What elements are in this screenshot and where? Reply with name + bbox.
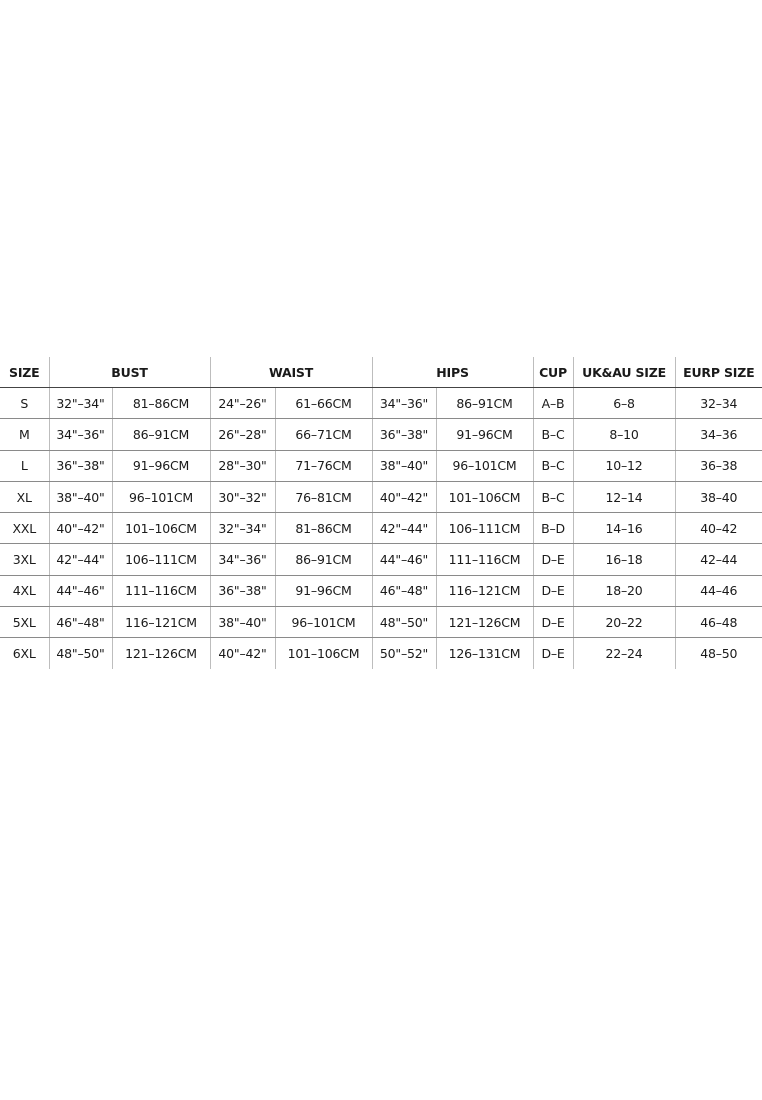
cell-uk-au-size: 12–14 (573, 481, 675, 512)
cell-hips-cm: 86–91CM (436, 388, 533, 419)
cell-hips-inches: 34"–36" (372, 388, 436, 419)
cell-hips-inches: 36"–38" (372, 419, 436, 450)
cell-bust-inches: 42"–44" (49, 544, 112, 575)
cell-waist-cm: 86–91CM (275, 544, 372, 575)
cell-waist-inches: 34"–36" (210, 544, 275, 575)
cell-bust-inches: 38"–40" (49, 481, 112, 512)
table-row (0, 481, 762, 512)
cell-hips-cm: 106–111CM (436, 513, 533, 544)
cell-uk-au-size: 14–16 (573, 513, 675, 544)
cell-cup: B–C (533, 419, 573, 450)
cell-eurp-size: 32–34 (675, 388, 762, 419)
table-row (0, 575, 762, 606)
cell-uk-au-size: 6–8 (573, 388, 675, 419)
cell-waist-inches: 26"–28" (210, 419, 275, 450)
cell-bust-inches: 36"–38" (49, 450, 112, 481)
cell-bust-cm: 106–111CM (112, 544, 210, 575)
header-eurp-size: EURP SIZE (675, 357, 762, 388)
cell-waist-inches: 40"–42" (210, 638, 275, 669)
cell-hips-cm: 96–101CM (436, 450, 533, 481)
cell-uk-au-size: 8–10 (573, 419, 675, 450)
cell-size: XXL (0, 513, 49, 544)
cell-cup: D–E (533, 575, 573, 606)
cell-size: 5XL (0, 607, 49, 638)
cell-cup: B–C (533, 450, 573, 481)
cell-size: 6XL (12, 646, 36, 662)
cell-waist-cm: 71–76CM (275, 450, 372, 481)
table-row (0, 388, 762, 419)
header-row (0, 357, 762, 388)
cell-bust-inches: 34"–36" (49, 419, 112, 450)
cell-uk-au-size: 18–20 (573, 575, 675, 606)
cell-waist-inches: 24"–26" (210, 388, 275, 419)
cell-eurp-size: 38–40 (675, 481, 762, 512)
cell-bust-inches: 40"–42" (49, 513, 112, 544)
cell-size: S (0, 388, 49, 419)
cell-waist-cm: 91–96CM (275, 575, 372, 606)
cell-eurp-size: 36–38 (675, 450, 762, 481)
cell-bust-cm: 96–101CM (112, 481, 210, 512)
cell-size: XL (0, 481, 49, 512)
cell-bust-cm: 111–116CM (112, 575, 210, 606)
cell-waist-inches: 32"–34" (210, 513, 275, 544)
cell-cup: A–B (533, 388, 573, 419)
cell-hips-inches: 50"–52" (372, 638, 436, 669)
cell-size: 3XL (0, 544, 49, 575)
cell-size: 4XL (0, 575, 49, 606)
table-row (0, 544, 762, 575)
cell-bust-cm: 91–96CM (112, 450, 210, 481)
cell-bust-inches: 48"–50" (49, 638, 112, 669)
cell-bust-cm: 86–91CM (112, 419, 210, 450)
cell-hips-inches: 40"–42" (372, 481, 436, 512)
cell-hips-cm: 126–131CM (436, 638, 533, 669)
cell-cup: D–E (533, 544, 573, 575)
table-row (0, 419, 762, 450)
cell-waist-cm: 101–106CM (275, 638, 372, 669)
size-chart-table (0, 357, 762, 669)
cell-hips-cm: 121–126CM (436, 607, 533, 638)
cell-waist-inches: 30"–32" (210, 481, 275, 512)
cell-cup: D–E (533, 638, 573, 669)
cell-uk-au-size: 16–18 (573, 544, 675, 575)
cell-eurp-size: 42–44 (675, 544, 762, 575)
cell-cup: D–E (533, 607, 573, 638)
cell-bust-cm: 101–106CM (112, 513, 210, 544)
cell-bust-inches: 44"–46" (49, 575, 112, 606)
cell-eurp-size: 48–50 (675, 638, 762, 669)
header-uk-au-size: UK&AU SIZE (573, 357, 675, 388)
cell-eurp-size: 44–46 (675, 575, 762, 606)
cell-hips-inches: 48"–50" (372, 607, 436, 638)
cell-uk-au-size: 10–12 (573, 450, 675, 481)
header-cup: CUP (533, 357, 573, 388)
cell-cup: B–C (533, 481, 573, 512)
cell-uk-au-size: 22–24 (573, 638, 675, 669)
cell-eurp-size: 40–42 (675, 513, 762, 544)
cell-hips-cm: 116–121CM (436, 575, 533, 606)
cell-bust-cm: 81–86CM (112, 388, 210, 419)
cell-size: M (0, 419, 49, 450)
cell-hips-inches: 46"–48" (372, 575, 436, 606)
cell-hips-inches: 42"–44" (372, 513, 436, 544)
cell-waist-cm: 76–81CM (275, 481, 372, 512)
cell-uk-au-size: 20–22 (573, 607, 675, 638)
table-row (0, 450, 762, 481)
cell-hips-cm: 91–96CM (436, 419, 533, 450)
cell-waist-cm: 96–101CM (275, 607, 372, 638)
cell-eurp-size: 46–48 (675, 607, 762, 638)
table-row (0, 638, 762, 669)
cell-bust-cm: 121–126CM (112, 638, 210, 669)
cell-hips-inches: 38"–40" (372, 450, 436, 481)
header-bust: BUST (49, 357, 210, 388)
cell-waist-cm: 81–86CM (275, 513, 372, 544)
cell-bust-inches: 46"–48" (49, 607, 112, 638)
table-row (0, 607, 762, 638)
cell-eurp-size: 34–36 (675, 419, 762, 450)
cell-bust-cm: 116–121CM (112, 607, 210, 638)
table-row (0, 513, 762, 544)
header-waist: WAIST (210, 357, 372, 388)
cell-hips-inches: 44"–46" (372, 544, 436, 575)
header-size: SIZE (0, 357, 49, 388)
cell-bust-inches: 32"–34" (49, 388, 112, 419)
size-chart-body (0, 388, 762, 669)
cell-waist-inches: 36"–38" (210, 575, 275, 606)
cell-waist-cm: 61–66CM (275, 388, 372, 419)
cell-waist-inches: 28"–30" (210, 450, 275, 481)
cell-waist-inches: 38"–40" (210, 607, 275, 638)
cell-size: L (0, 450, 49, 481)
cell-hips-cm: 101–106CM (436, 481, 533, 512)
cell-waist-cm: 66–71CM (275, 419, 372, 450)
cell-hips-cm: 111–116CM (436, 544, 533, 575)
header-hips: HIPS (372, 357, 533, 388)
cell-cup: B–D (533, 513, 573, 544)
